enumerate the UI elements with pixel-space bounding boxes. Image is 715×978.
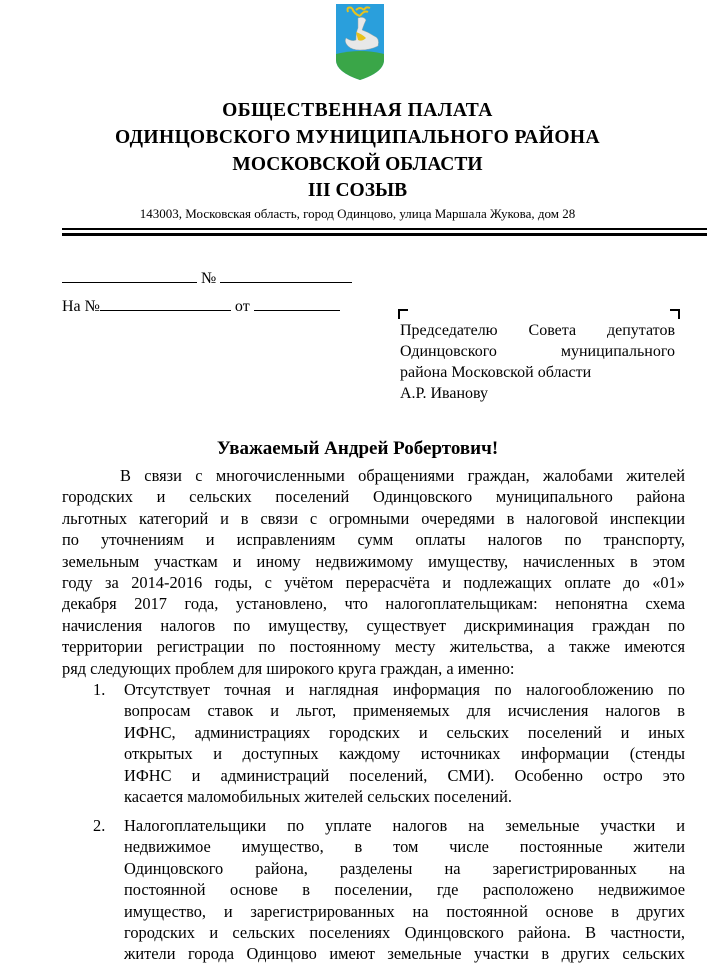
header-divider-thick: [62, 233, 707, 236]
paragraph-line: начисления налогов по имуществу, существует дискриминация граждан по: [62, 615, 685, 635]
list-item-line: недвижимое имущество, в том числе постоянные жители: [124, 837, 685, 857]
paragraph-line: по уточнениям и исправлениям сумм оплаты налогов по транспорту,: [62, 530, 685, 550]
addressee-corner-right: [670, 309, 680, 319]
list-item-line: городских и сельских поселениях Одинцовского района. В частности,: [124, 923, 685, 943]
incoming-reference: [62, 296, 340, 316]
reply-prefix: На №: [62, 298, 100, 315]
paragraph-line: году за 2014-2016 годы, с учётом перерасчёта и подлежащих оплате до «01»: [62, 573, 685, 593]
list-item-line: ИФНС и администраций поселений, СМИ). Особенно остро это: [124, 765, 685, 785]
list-item-line: постоянной основе в поселении, где расположено недвижимое: [124, 880, 685, 900]
paragraph-line: городских и сельских поселений Одинцовского муниципального района: [62, 487, 685, 507]
list-item: [93, 679, 685, 807]
coat-of-arms-emblem: [334, 2, 386, 82]
paragraph-line: В связи с многочисленными обращениями граждан, жалобами жителей: [120, 466, 685, 485]
district-title: ОДИНЦОВСКОГО МУНИЦИПАЛЬНОГО РАЙОНА: [115, 127, 600, 148]
list-item-line: Налогоплательщики по уплате налогов на земельные участки и: [124, 816, 685, 835]
salutation: Уважаемый Андрей Робертович!: [216, 438, 499, 459]
convocation-title: III СОЗЫВ: [307, 180, 408, 201]
list-item-number: 1.: [93, 680, 106, 699]
reply-date-blank: [254, 296, 340, 311]
addressee-corner-left: [398, 309, 408, 319]
paragraph-line: декабря 2017 года, установлено, что налогоплательщикам: непонятна схема: [62, 594, 685, 614]
addressee-block: [400, 320, 675, 404]
addressee-name: А.Р. Иванову: [400, 385, 489, 402]
addressee-line: Председателю Совета депутатов: [400, 322, 675, 339]
reply-number-blank: [100, 296, 231, 311]
date-blank: [62, 268, 197, 283]
list-item-line: имущество, и зарегистрированных на постоянной основе в других: [124, 901, 685, 921]
number-sign: №: [201, 270, 217, 287]
list-item-line: вопросам ставок и льгот, применяемых для исчисления налогов в: [124, 701, 685, 721]
header-divider-thin: [62, 228, 707, 230]
list-item-line: ИФНС, администрациях городских и сельских поселений и иных: [124, 722, 685, 742]
intro-paragraph: [62, 465, 685, 679]
organization-address: 143003, Московская область, город Одинцово, улица Маршала Жукова, дом 28: [139, 206, 576, 221]
list-item-line: открытых и доступных каждому источниках информации (стенды: [124, 744, 685, 764]
list-item-line: Одинцовского района, разделены на зарегистрированных на: [124, 858, 685, 878]
paragraph-line: земельным участкам и иному недвижимому имуществу, начисленных в этом: [62, 551, 685, 571]
list-item-line: касается маломобильных жителей сельских поселений.: [124, 787, 512, 807]
outgoing-reference: [62, 268, 352, 288]
paragraph-line: ряд следующих проблем для широкого круга граждан, а именно:: [62, 658, 515, 678]
addressee-line: Одинцовского муниципального: [400, 343, 675, 360]
from-label: от: [234, 298, 250, 315]
organization-title: ОБЩЕСТВЕННАЯ ПАЛАТА: [222, 100, 493, 121]
paragraph-line: льготных категорий и в связи с огромными очередями в налоговой инспекции: [62, 508, 685, 528]
list-item-line: жители города Одинцово имеют земельные участки в других сельских: [124, 944, 685, 964]
list-item: [93, 815, 685, 965]
region-title: МОСКОВСКОЙ ОБЛАСТИ: [232, 154, 483, 175]
paragraph-line: территории регистрации по постоянному месту жительства, а также имеются: [62, 637, 685, 657]
number-blank: [220, 268, 352, 283]
addressee-line: района Московской области: [400, 364, 592, 381]
list-item-number: 2.: [93, 816, 106, 835]
list-item-line: Отсутствует точная и наглядная информация по налогообложению по: [124, 680, 685, 699]
